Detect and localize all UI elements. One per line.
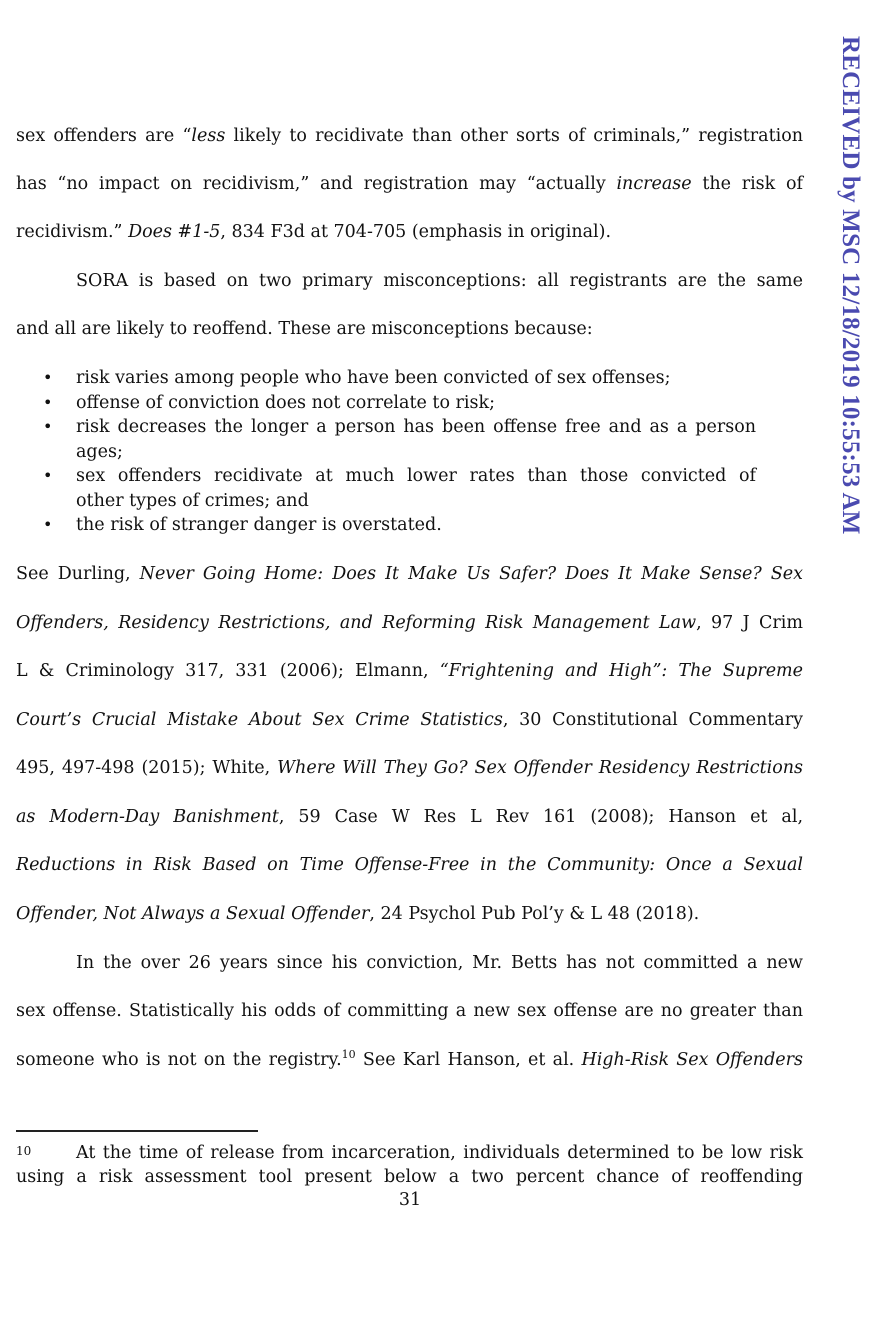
p2-line-1: SORA is based on two primary misconceptions: all registrants are the same bbox=[76, 271, 803, 291]
bullet-item-5: • the risk of stranger danger is overstated. bbox=[16, 513, 756, 538]
bullet-item-1: • risk varies among people who have been convicted of sex offenses; bbox=[16, 366, 756, 391]
p3-line-8: Offender, Not Always a Sexual Offender, 24 Psychol Pub Pol’y & L 48 (2018). bbox=[16, 904, 700, 924]
p1-line-3: recidivism.” Does #1-5, 834 F3d at 704-705 (emphasis in original). bbox=[16, 222, 612, 242]
bullet-item-2: • offense of conviction does not correlate to risk; bbox=[16, 391, 756, 416]
bullet-marker: • bbox=[43, 466, 53, 485]
p3-line-2: Offenders, Residency Restrictions, and Reforming Risk Management Law, 97 J Crim bbox=[16, 613, 803, 633]
footnote-line-2: using a risk assessment tool present below a two percent chance of reoffending bbox=[16, 1167, 803, 1187]
p3-line-4: Court’s Crucial Mistake About Sex Crime Statistics, 30 Constitutional Commentary bbox=[16, 710, 803, 730]
p3-line-3: L & Criminology 317, 331 (2006); Elmann, “Frightening and High”: The Supreme bbox=[16, 661, 803, 681]
p4-line-1: In the over 26 years since his conviction, Mr. Betts has not committed a new bbox=[76, 953, 803, 973]
received-stamp: RECEIVED by MSC 12/18/2019 10:55:53 AM bbox=[837, 36, 864, 535]
p1-line-2: has “no impact on recidivism,” and registration may “actually increase the risk of bbox=[16, 174, 803, 194]
footnote-ref: 10 bbox=[341, 1048, 356, 1062]
bullet-item-3: • risk decreases the longer a person has been offense free and as a person bbox=[16, 415, 756, 440]
p1-line-1: sex offenders are “less likely to recidivate than other sorts of criminals,” registration bbox=[16, 126, 803, 146]
bullet-marker: • bbox=[43, 368, 53, 387]
p4-line-3: someone who is not on the registry.$^{10}$ See Karl Hanson, et al. High-Risk Sex Offenders bbox=[16, 1048, 803, 1070]
p2-line-2: and all are likely to reoffend. These are misconceptions because: bbox=[16, 319, 593, 339]
bullet-marker: • bbox=[43, 417, 53, 436]
bullet-marker: • bbox=[43, 393, 53, 412]
p3-line-7: Reductions in Risk Based on Time Offense-Free in the Community: Once a Sexual bbox=[16, 855, 803, 875]
bullet-item-3-cont: ages; bbox=[76, 442, 123, 462]
footnote-number: 10 bbox=[16, 1144, 32, 1158]
bullet-item-4-cont: other types of crimes; and bbox=[76, 491, 309, 511]
p3-line-5: 495, 497-498 (2015); White, Where Will They Go? Sex Offender Residency Restrictions bbox=[16, 758, 803, 778]
footnote-line-1: 10 At the time of release from incarceration, individuals determined to be low risk bbox=[16, 1141, 803, 1165]
p3-line-1: See Durling, Never Going Home: Does It Make Us Safer? Does It Make Sense? Sex bbox=[16, 564, 803, 584]
page-number: 31 bbox=[398, 1190, 422, 1210]
bullet-marker: • bbox=[43, 515, 53, 534]
p4-line-2: sex offense. Statistically his odds of committing a new sex offense are no greater than bbox=[16, 1001, 803, 1021]
footnote-divider bbox=[16, 1130, 258, 1132]
bullet-item-4: • sex offenders recidivate at much lower rates than those convicted of bbox=[16, 464, 756, 489]
p3-line-6: as Modern-Day Banishment, 59 Case W Res L Rev 161 (2008); Hanson et al, bbox=[16, 807, 804, 827]
